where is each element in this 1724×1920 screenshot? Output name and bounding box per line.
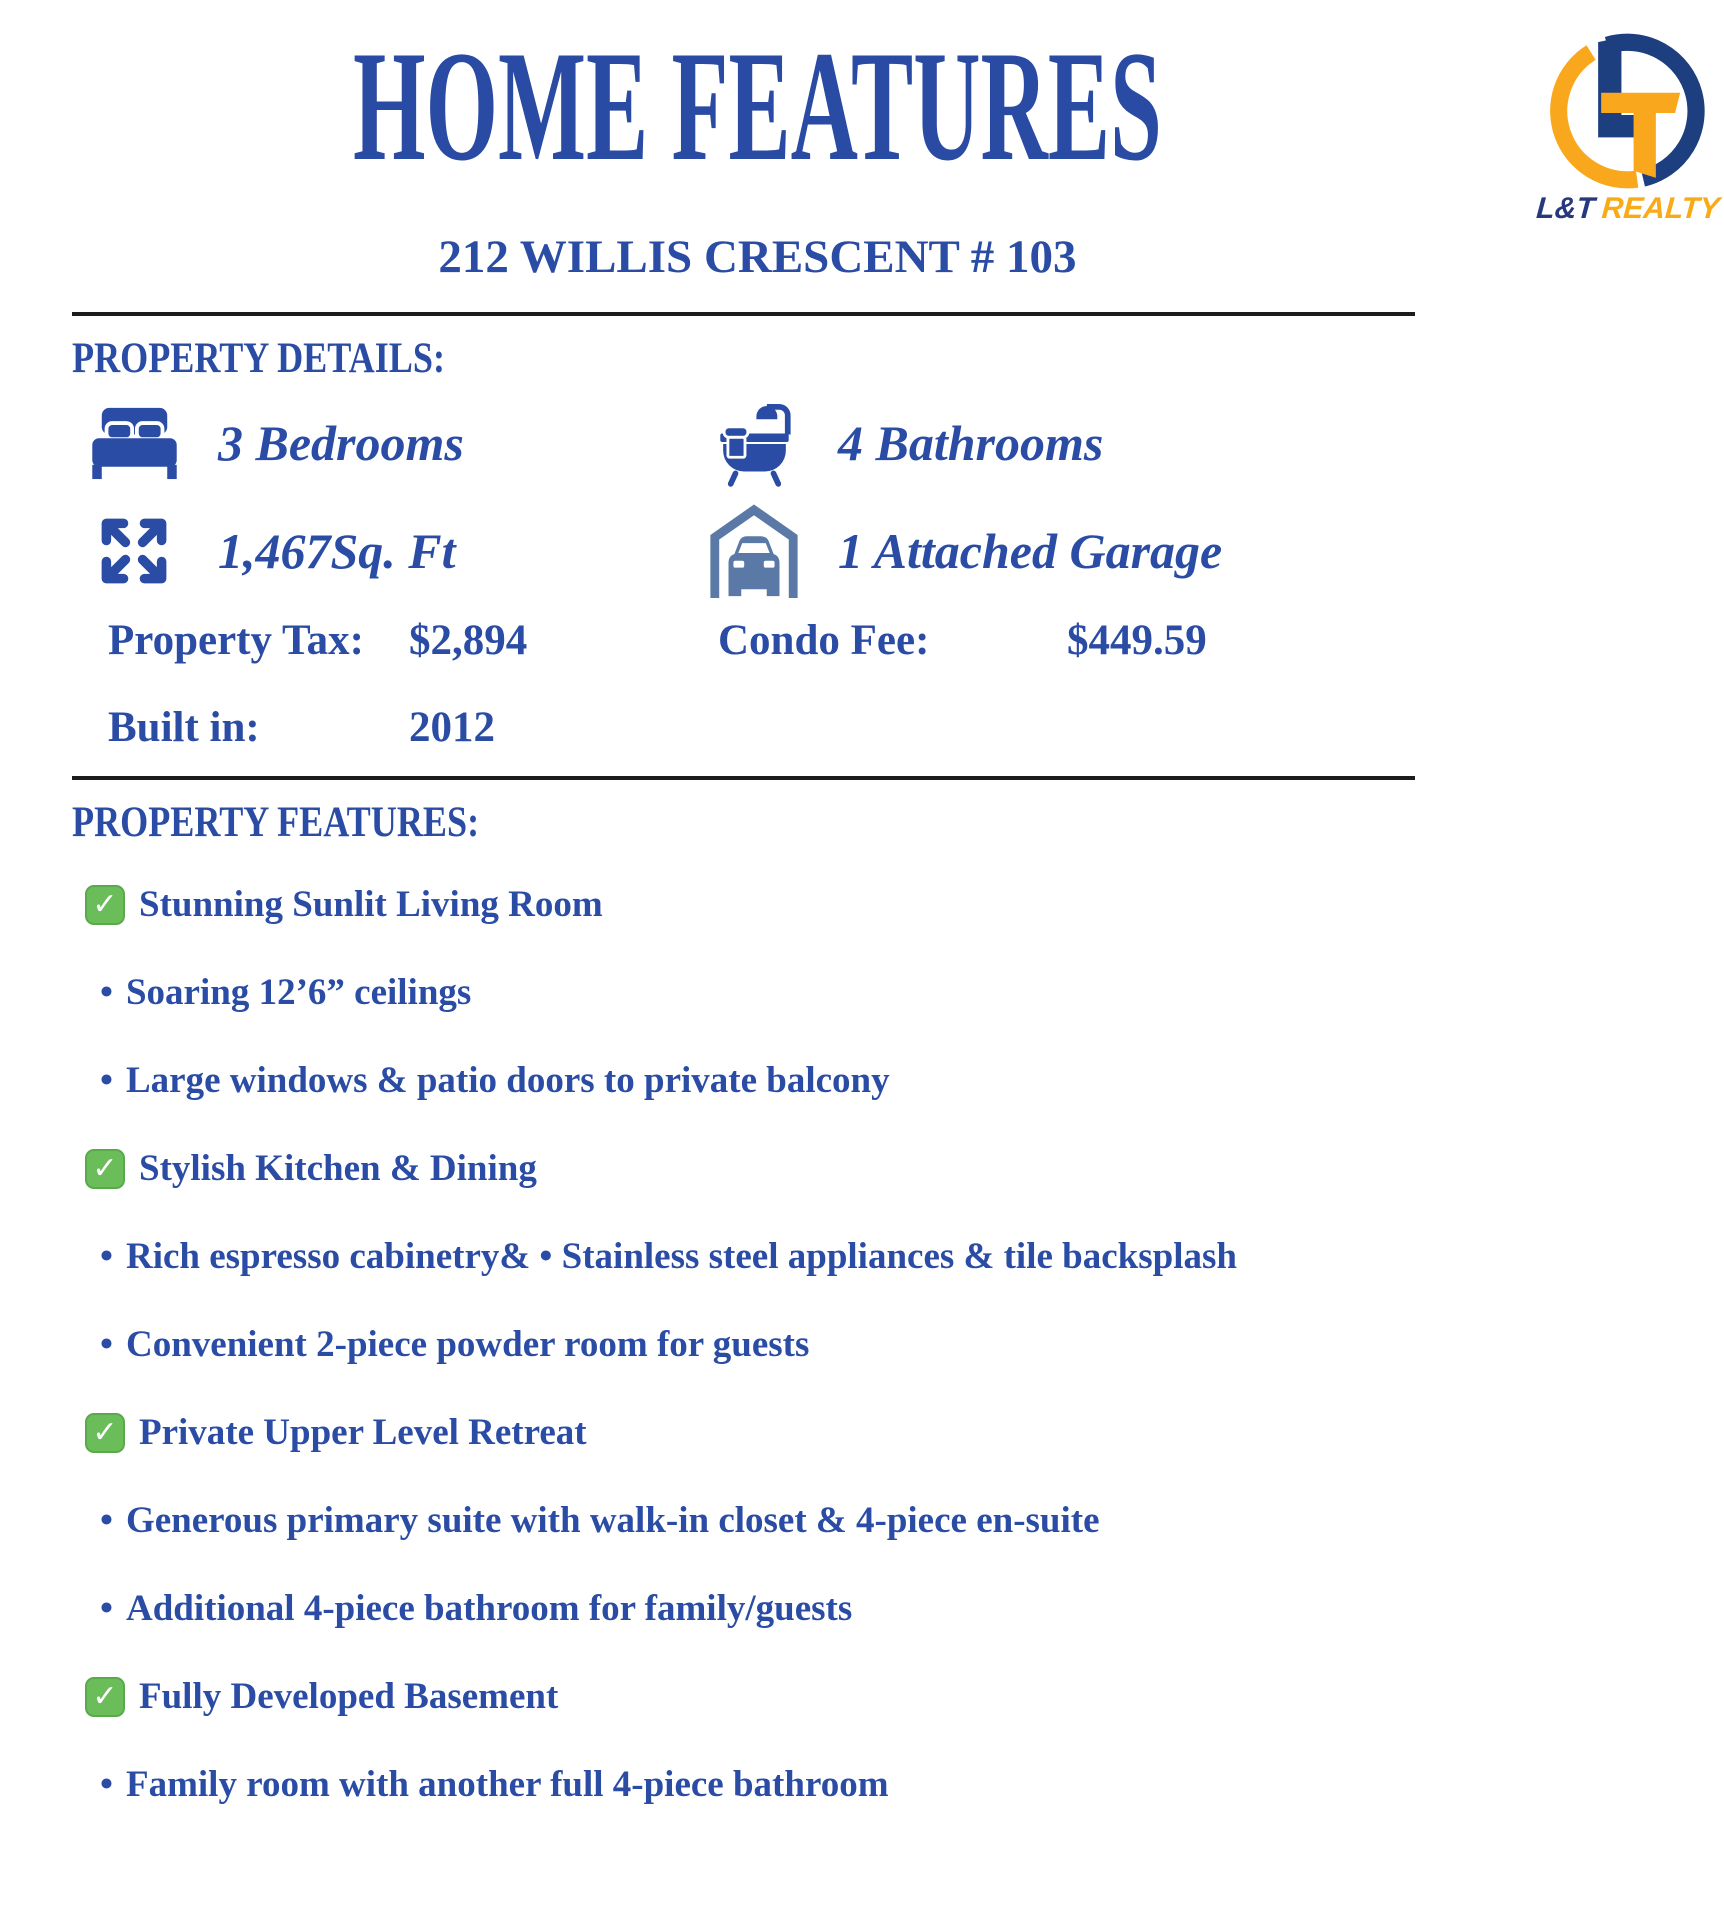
feature-text: Private Upper Level Retreat — [139, 1412, 587, 1453]
feature-item — [72, 1587, 1415, 1630]
bullet-icon: • — [100, 972, 113, 1013]
header-text — [72, 0, 1533, 284]
property-tax-value: $2,894 — [409, 617, 528, 664]
garage-label: 1 Attached Garage — [838, 523, 1223, 579]
built-in-value: 2012 — [409, 704, 495, 751]
feature-item — [72, 1763, 1415, 1806]
bed-icon — [80, 406, 188, 480]
property-features-heading: PROPERTY FEATURES: — [72, 799, 480, 846]
bedrooms-label: 3 Bedrooms — [218, 415, 464, 471]
tick-glyph: ✓ — [92, 1678, 118, 1714]
condo-fee-fact — [718, 616, 1415, 665]
feature-text: Soaring 12’6” ceilings — [125, 972, 472, 1013]
condo-fee-value: $449.59 — [1067, 617, 1207, 664]
feature-text: Generous primary suite with walk-in closet & 4-piece en-suite — [125, 1500, 1100, 1541]
bullet-icon: • — [100, 1764, 113, 1805]
logo-realty-label: REALTY — [1600, 192, 1721, 225]
feature-text: Stylish Kitchen & Dining — [139, 1148, 537, 1189]
feature-text: Stunning Sunlit Living Room — [139, 884, 603, 925]
property-address: 212 WILLIS CRESCENT # 103 — [438, 231, 1077, 283]
check-icon — [85, 1413, 125, 1453]
bathtub-icon — [700, 399, 808, 487]
square-feet-label: 1,467Sq. Ft — [218, 523, 456, 579]
feature-text: Additional 4-piece bathroom for family/guests — [125, 1588, 853, 1629]
feature-item — [72, 1323, 1415, 1366]
expand-arrows-icon — [80, 511, 188, 591]
feature-text: Family room with another full 4-piece bathroom — [125, 1764, 889, 1805]
bullet-icon: • — [100, 1060, 113, 1101]
feature-item — [72, 1059, 1415, 1102]
feature-list — [72, 883, 1415, 1806]
tick-glyph: ✓ — [92, 1150, 118, 1186]
property-details-section — [72, 334, 1415, 752]
divider-top — [72, 312, 1415, 316]
stat-bathrooms — [692, 399, 1415, 487]
bathrooms-label: 4 Bathrooms — [838, 415, 1104, 471]
feature-item — [72, 1675, 1415, 1718]
check-icon — [85, 1149, 125, 1189]
lt-realty-logo-text — [1532, 192, 1724, 226]
garage-icon — [700, 502, 808, 600]
stat-square-feet — [72, 502, 692, 600]
property-features-section — [72, 798, 1415, 1806]
bullet-icon: • — [100, 1500, 113, 1541]
feature-item — [72, 1235, 1415, 1278]
property-tax-label: Property Tax: — [108, 617, 365, 664]
feature-text: Convenient 2-piece powder room for guests — [125, 1324, 810, 1365]
divider-middle — [72, 776, 1415, 780]
property-details-heading: PROPERTY DETAILS: — [72, 335, 446, 382]
tick-glyph: ✓ — [92, 1414, 118, 1450]
bullet-icon: • — [100, 1324, 113, 1365]
feature-item — [72, 1147, 1415, 1190]
built-in-fact — [108, 703, 718, 752]
facts-grid — [72, 616, 1415, 752]
property-tax-fact — [108, 616, 718, 665]
bullet-icon: • — [100, 1236, 113, 1277]
tick-glyph: ✓ — [92, 886, 118, 922]
header — [72, 0, 1721, 284]
feature-text: Large windows & patio doors to private balcony — [125, 1060, 890, 1101]
page-title: HOME FEATURES — [353, 19, 1162, 194]
logo-lt-label: L&T — [1535, 192, 1596, 225]
feature-text: Fully Developed Basement — [139, 1676, 559, 1717]
lt-realty-logo-icon — [1535, 30, 1720, 192]
stats-grid — [72, 399, 1415, 600]
check-icon — [85, 1677, 125, 1717]
feature-text: Rich espresso cabinetry& • Stainless steel appliances & tile backsplash — [125, 1236, 1237, 1277]
feature-item — [72, 883, 1415, 926]
stat-garage — [692, 502, 1415, 600]
built-in-label: Built in: — [108, 704, 260, 751]
feature-item — [72, 971, 1415, 1014]
feature-item — [72, 1411, 1415, 1454]
stat-bedrooms — [72, 399, 692, 487]
condo-fee-label: Condo Fee: — [718, 617, 930, 664]
check-icon — [85, 885, 125, 925]
feature-item — [72, 1499, 1415, 1542]
bullet-icon: • — [100, 1588, 113, 1629]
lt-realty-logo — [1533, 0, 1723, 226]
